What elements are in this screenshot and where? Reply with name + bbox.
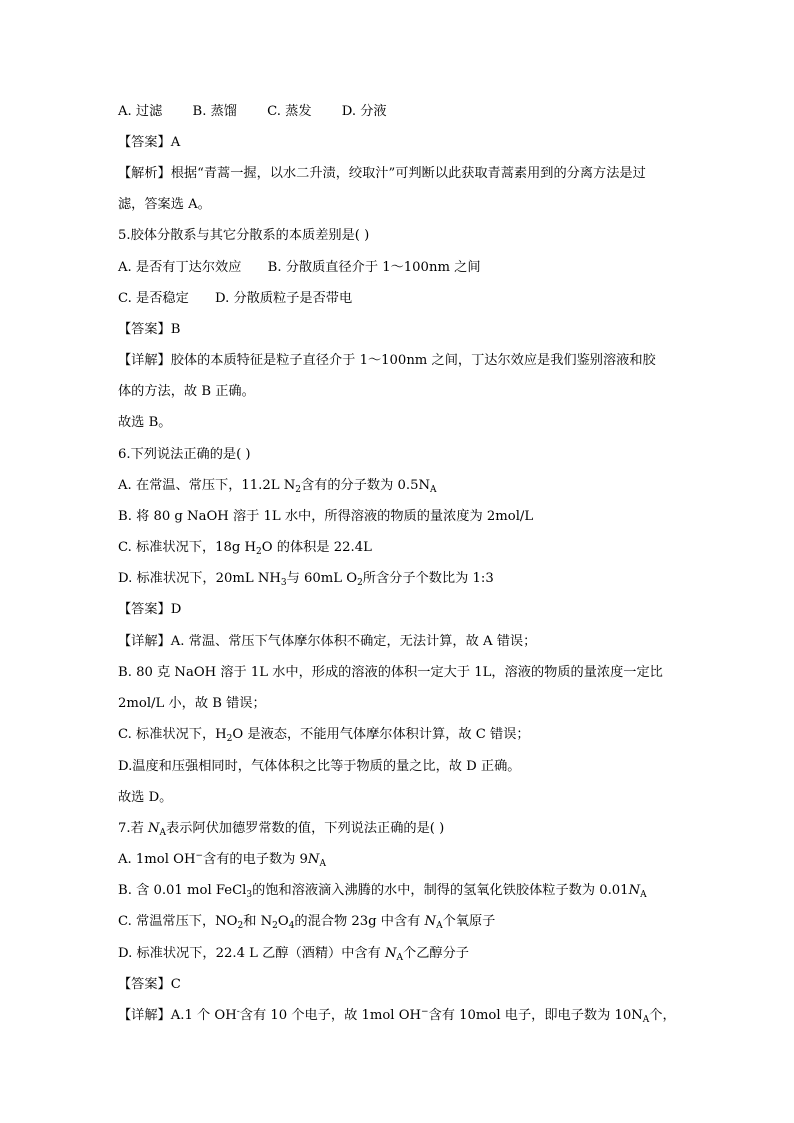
text: D. 标准状况下，20mL NH bbox=[118, 571, 281, 586]
text: O 是液态，不能用气体摩尔体积计算，故 C 错误； bbox=[232, 727, 530, 742]
q6-detail-b1: B. 80 克 NaOH 溶于 1L 水中，形成的溶液的体积一定大于 1L，溶液的物质的量浓度一定比 bbox=[118, 665, 663, 680]
text: D. 标准状况下，22.4 L 乙醇（酒精）中含有 bbox=[118, 946, 385, 961]
text: 表示阿伏加德罗常数的值，下列说法正确的是( ) bbox=[166, 821, 445, 836]
subscript: 2 bbox=[272, 921, 278, 931]
q6-option-b: B. 将 80 g NaOH 溶于 1L 水中，所得溶液的物质的量浓度为 2mol/L bbox=[118, 509, 534, 524]
subscript: 2 bbox=[357, 578, 363, 588]
q7-option-b bbox=[118, 882, 647, 900]
subscript: 2 bbox=[295, 485, 301, 495]
text: A. 在常温、常压下，11.2L N bbox=[118, 478, 296, 493]
q4-analysis-line2: 滤，答案选 A。 bbox=[118, 197, 211, 212]
subscript: A bbox=[396, 953, 404, 963]
q5-option-a: A. 是否有丁达尔效应 bbox=[118, 260, 242, 275]
q5-detail-line1 bbox=[118, 352, 656, 370]
q7-detail-line1 bbox=[118, 1007, 676, 1025]
text: 的混合物 23g 中含有 bbox=[294, 914, 425, 929]
text: 含有的电子数为 9 bbox=[203, 852, 308, 867]
q6-detail-c bbox=[118, 726, 530, 744]
avogadro-symbol: N bbox=[147, 821, 160, 836]
detail-tag: 【详解】 bbox=[118, 1008, 171, 1023]
q6-option-d bbox=[118, 570, 494, 588]
text: B. 含 0.01 mol FeCl bbox=[118, 883, 247, 898]
text: 含有的分子数为 0.5N bbox=[301, 478, 431, 493]
q7-answer: 【答案】C bbox=[118, 977, 181, 992]
superscript: - bbox=[236, 1007, 240, 1017]
avogadro-symbol: N bbox=[307, 852, 320, 867]
q7-stem bbox=[118, 820, 444, 838]
text: 个氧原子 bbox=[442, 914, 496, 929]
q6-detail-a bbox=[118, 633, 536, 651]
analysis-tag: 【解析】 bbox=[118, 166, 171, 181]
q5-option-c: C. 是否稳定 bbox=[118, 291, 189, 306]
q4-answer: 【答案】A bbox=[118, 135, 181, 150]
detail-tag: 【详解】 bbox=[118, 634, 171, 649]
q6-answer: 【答案】D bbox=[118, 602, 182, 617]
text: C. 常温常压下，NO bbox=[118, 914, 238, 929]
q5-conclusion: 故选 B。 bbox=[118, 415, 172, 430]
avogadro-symbol: N bbox=[424, 914, 437, 929]
analysis-text: 根据“青蒿一握，以水二升渍，绞取汁”可判断以此获取青蒿素用到的分离方法是过 bbox=[170, 166, 646, 181]
subscript: A bbox=[642, 1015, 650, 1025]
subscript: A bbox=[430, 485, 437, 495]
subscript: A bbox=[319, 859, 326, 869]
q5-option-b: B. 分散质直径介于 1～100nm 之间 bbox=[267, 260, 481, 275]
detail-text: 胶体的本质特征是粒子直径介于 1～100nm 之间，丁达尔效应是我们鉴别溶液和胶 bbox=[170, 353, 656, 368]
q5-detail-line2: 体的方法，故 B 正确。 bbox=[118, 384, 255, 399]
subscript: 2 bbox=[256, 547, 262, 557]
q5-options-cd bbox=[118, 290, 352, 308]
text: C. 标准状况下，H bbox=[118, 727, 227, 742]
subscript: 2 bbox=[226, 734, 233, 744]
subscript: 2 bbox=[237, 921, 244, 931]
q4-analysis-line1 bbox=[118, 165, 646, 183]
text: 和 N bbox=[243, 914, 273, 929]
text: 所含分子个数比为 1:3 bbox=[362, 571, 494, 586]
subscript: A bbox=[640, 890, 647, 900]
q6-conclusion: 故选 D。 bbox=[118, 790, 173, 805]
subscript: 3 bbox=[246, 890, 253, 900]
text: 7.若 bbox=[118, 821, 148, 836]
q6-option-a bbox=[118, 477, 437, 495]
subscript: 4 bbox=[288, 921, 295, 931]
subscript: A bbox=[159, 828, 167, 838]
q5-answer: 【答案】B bbox=[118, 322, 181, 337]
q7-option-c bbox=[118, 913, 495, 931]
avogadro-symbol: N bbox=[385, 946, 397, 961]
detail-tag: 【详解】 bbox=[118, 353, 171, 368]
text: A. 1mol OH bbox=[118, 852, 196, 867]
text: 个， bbox=[649, 1008, 676, 1023]
superscript: − bbox=[195, 851, 204, 861]
avogadro-symbol: N bbox=[628, 883, 641, 898]
q4-option-d: D. 分液 bbox=[341, 104, 387, 119]
q5-options-ab bbox=[118, 259, 481, 277]
q6-detail-b2: 2mol/L 小，故 B 错误； bbox=[118, 696, 266, 711]
subscript: A bbox=[436, 921, 443, 931]
text: 个乙醇分子 bbox=[403, 946, 469, 961]
q4-option-c: C. 蒸发 bbox=[267, 104, 312, 119]
q5-option-d: D. 分散质粒子是否带电 bbox=[214, 291, 353, 306]
text: O bbox=[277, 914, 289, 929]
q6-stem: 6.下列说法正确的是( ) bbox=[118, 447, 251, 462]
superscript: − bbox=[421, 1007, 429, 1017]
q4-option-a: A. 过滤 bbox=[118, 104, 163, 119]
q4-options-line bbox=[118, 103, 387, 121]
text: 含有 10 个电子，故 1mol OH bbox=[239, 1008, 422, 1023]
q6-option-c bbox=[118, 539, 372, 557]
text: A.1 个 OH bbox=[170, 1008, 237, 1023]
text: 与 60mL O bbox=[286, 571, 358, 586]
q7-option-a bbox=[118, 851, 326, 869]
subscript: 3 bbox=[280, 578, 287, 588]
q5-stem: 5.胶体分散系与其它分散系的本质差别是( ) bbox=[118, 228, 370, 243]
text: O 的体积是 22.4L bbox=[261, 540, 372, 555]
text: C. 标准状况下，18g H bbox=[118, 540, 257, 555]
detail-text: A. 常温、常压下气体摩尔体积不确定，无法计算，故 A 错误； bbox=[170, 634, 537, 649]
text: 的饱和溶液滴入沸腾的水中，制得的氢氧化铁胶体粒子数为 0.01 bbox=[252, 883, 629, 898]
q7-option-d bbox=[118, 945, 469, 963]
text: 含有 10mol 电子，即电子数为 10N bbox=[428, 1008, 643, 1023]
q4-option-b: B. 蒸馏 bbox=[192, 104, 237, 119]
q6-detail-d: D.温度和压强相同时，气体体积之比等于物质的量之比，故 D 正确。 bbox=[118, 759, 521, 774]
